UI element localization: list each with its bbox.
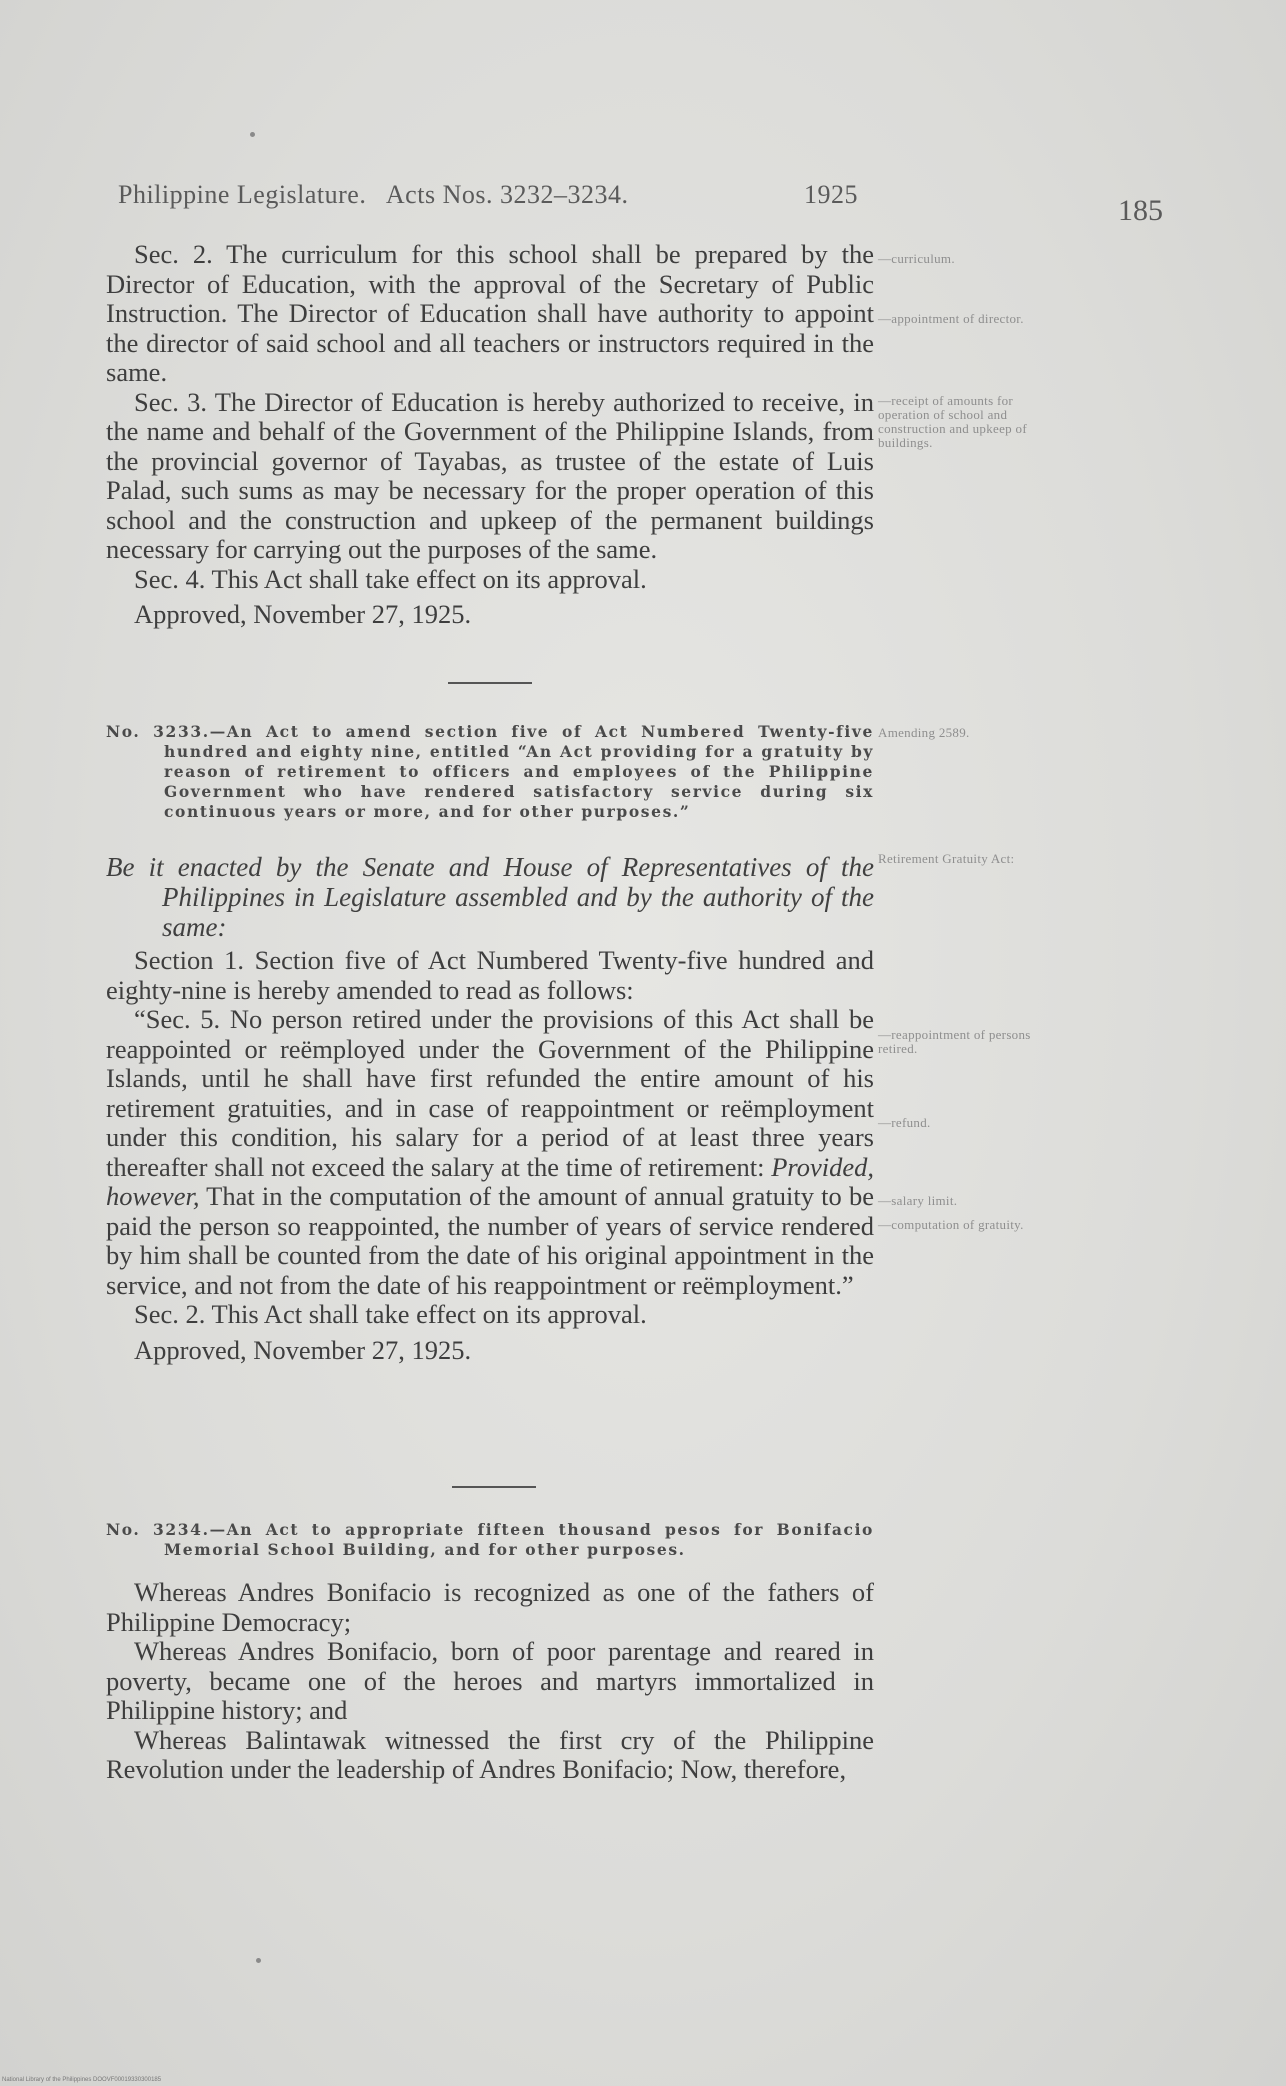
act-3232-sec3: Sec. 3. The Director of Education is hereby authorized to receive, in the name and behalf of the Government of the Philippine Islands, from the provincial governor of Tayabas, as trustee of the estate of Luis Palad, such sums as may be necessary for the proper operation of this school and the construction and upkeep of the permanent buildings necessary for carrying out the purposes of the same. (106, 386, 874, 564)
act-3233-enacting-clause: Be it enacted by the Senate and House of Representatives of the Philippines in Legislature assembled and by the authority of the same: (106, 852, 874, 942)
act-3232-sec4: Sec. 4. This Act shall take effect on its approval. (134, 563, 647, 594)
act-3234-whereas-1: Whereas Andres Bonifacio is recognized as one of the fathers of Philippine Democracy; (106, 1577, 874, 1637)
margin-note-retirement: Retirement Gratuity Act: (878, 851, 1015, 866)
act-3233-sec5: “Sec. 5. No person retired under the provisions of this Act shall be reappointed or reëmployed under the Government of the Philippine Islands, until he shall have first refunded the entire amount of his retirement gratuities, and in case of reappointment or reëmployment under this condition, his salary for a period of at least three years thereafter shall not exceed the salary at the time of retirement: Provided, however, That in the computation of the amount of annual gratuity to be paid the person so reappointed, the number of years of service rendered by him shall be counted from the date of his original appointment in the service, and not from the date of his reappointment or reëmployment.” (106, 1004, 874, 1300)
header-year: 1925 (804, 180, 858, 209)
act-3234-whereas-3: Whereas Balintawak witnessed the first cry of the Philippine Revolution under the leadership of Andres Bonifacio; Now, therefore, (106, 1724, 874, 1784)
act-3232-sec2: Sec. 2. The curriculum for this school shall be prepared by the Director of Education, with the approval of the Secretary of Public Instruction. The Director of Education shall have authority to appoint the director of said school and all teachers or instructors required in the same. (106, 239, 874, 387)
margin-note-amending: Amending 2589. (878, 725, 970, 740)
margin-note-receipt: —receipt of amounts for operation of school and construction and upkeep of buildings. (878, 393, 1027, 450)
running-header (118, 180, 858, 210)
section-divider (452, 1486, 536, 1488)
act-3233-body (106, 946, 874, 1365)
act-3234-whereas-2: Whereas Andres Bonifacio, born of poor parentage and reared in poverty, became one of the heroes and martyrs immortalized in Philippine history; and (106, 1636, 874, 1725)
margin-note-reappointment: —reappointment of persons retired. (878, 1027, 1031, 1056)
running-title: Philippine Legislature. Acts Nos. 3232–3234. (118, 180, 629, 209)
scan-footer: National Library of the Philippines DOOVF00019330300185 (2, 2077, 162, 2083)
page-number: 185 (1118, 194, 1163, 227)
margin-note-curriculum: —curriculum. (878, 251, 955, 266)
act-3233-approved: Approved, November 27, 1925. (134, 1334, 472, 1365)
act-3234-title: No. 3234.—An Act to appropriate fifteen thousand pesos for Bonifacio Memorial School Building, and for other purposes. (106, 1520, 874, 1559)
act-3234-preamble (106, 1578, 874, 1785)
margin-note-refund: —refund. (878, 1115, 931, 1130)
act-3232-continuation (106, 240, 874, 630)
margin-note-computation: —computation of gratuity. (878, 1217, 1024, 1232)
margin-note-salary: —salary limit. (878, 1193, 958, 1208)
act-3233-sec2: Sec. 2. This Act shall take effect on its approval. (134, 1299, 647, 1329)
act-3233-title: No. 3233.—An Act to amend section five of Act Numbered Twenty-five hundred and eighty nine, entitled “An Act providing for a gratuity by reason of retirement to officers and employees of the Philippine Government who have rendered satisfactory service during six continuous years or more, and for other purposes.” (106, 722, 874, 821)
margin-note-appointment: —appointment of director. (878, 311, 1024, 326)
act-3233-section1: Section 1. Section five of Act Numbered Twenty-five hundred and eighty-nine is hereby amended to read as follows: (106, 945, 874, 1005)
act-3232-approved: Approved, November 27, 1925. (134, 599, 472, 629)
scan-speck (250, 132, 255, 137)
scan-speck (256, 1958, 261, 1963)
section-divider (448, 682, 532, 684)
